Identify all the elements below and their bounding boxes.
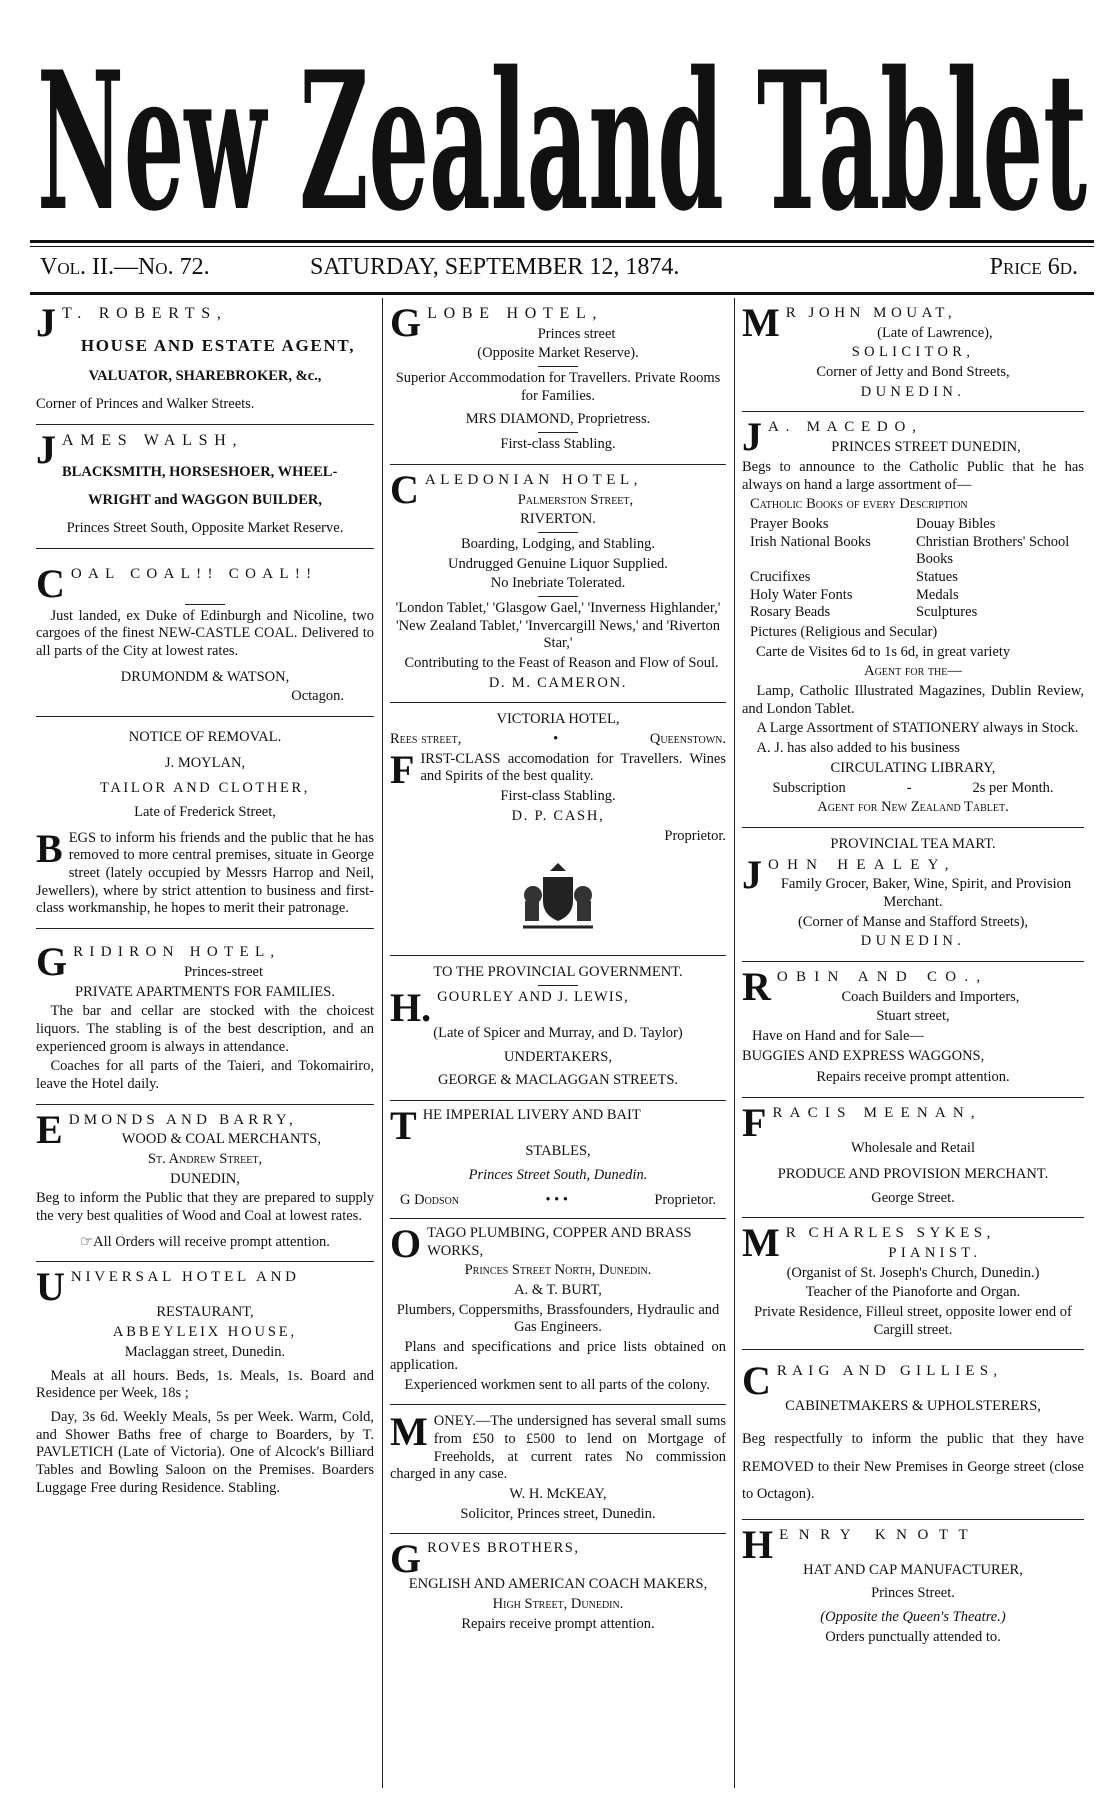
ad-body: Coaches for all parts of the Taieri, and Tokomairiro, leave the Hotel daily. [36,1058,374,1092]
ad-title: A. MACEDO, [768,419,923,436]
ad-line: Pictures (Religious and Secular) [750,624,938,640]
ad-imperial [390,1101,726,1219]
ad-title: OAL COAL!! COAL!! [70,565,318,582]
ad-roberts [36,298,374,425]
ad-line: RIVERTON. [520,511,596,528]
ad-mouat [742,298,1084,412]
list-item: Irish National Books [750,533,871,550]
ad-line: Carte de Visites 6d to 1s 6d, in great variety [756,643,1011,660]
ad-body: Begs to announce to the Catholic Public that he has always on hand a large assortment of— [742,458,1084,493]
drop-cap: G [390,1536,422,1582]
ad-title: DMONDS AND BARRY, [68,1111,297,1128]
ad-meenan [742,1098,1084,1218]
ad-title: AMES WALSH, [62,431,244,449]
ad-body: The bar and cellar are stocked with the choicest liquors. The stabling is of the best description, and an experienced groom is always in attendance. [36,1003,374,1055]
drop-cap: R [742,964,771,1009]
ad-knott [742,1520,1084,1657]
ad-separator: • [553,731,559,748]
ad-title: ENRY KNOTT [779,1526,979,1543]
ad-line: VALUATOR, SHAREBROKER, &c., [88,368,322,385]
ad-line: BLACKSMITH, HORSESHOER, WHEEL- [62,464,338,481]
ad-title: R CHARLES SYKES, [785,1225,995,1242]
list-item: Christian Brothers' School Books [916,533,1070,568]
ad-line: WOOD & COAL MERCHANTS, [121,1131,321,1148]
ad-line: Agent for New Zealand Tablet. [817,799,1009,816]
ad-line: RESTAURANT, [156,1304,254,1321]
ad-title: RIDIRON HOTEL, [73,944,281,961]
ad-head: PROVINCIAL TEA MART. [830,835,996,852]
ad-line: STABLES, [525,1142,591,1159]
coat-of-arms-icon [513,855,603,935]
ad-title: LOBE HOTEL, [427,305,604,322]
ad-sykes [742,1218,1084,1350]
ad-title: ROVES BROTHERS, [427,1540,580,1557]
drop-cap: C [742,1358,771,1404]
ad-body: Private Residence, Filleul street, opposite lower end of Cargill street. [754,1303,1072,1338]
ad-line: A. & T. BURT, [514,1282,602,1299]
ad-victoria [390,703,726,956]
ad-line: Family Grocer, Baker, Wine, Spirit, and Provision Merchant. [780,876,1072,910]
ad-line: GEORGE & MACLAGGAN STREETS. [437,1072,679,1089]
ad-body: Plans and specifications and price lists obtained on application. [390,1339,726,1373]
ad-coal [36,549,374,717]
volume-number: Vol. II.—No. 72. [40,254,210,280]
ad-line: ENGLISH AND AMERICAN COACH MAKERS, [408,1576,708,1593]
ad-line: Repairs receive prompt attention. [461,1615,655,1632]
ad-line: Octagon. [291,688,344,705]
ad-line: Princes Street North, Dunedin. [464,1262,652,1279]
ad-line: MRS DIAMOND, Proprietress. [465,411,651,428]
ad-macedo [742,412,1084,827]
ad-body: ONEY.—The undersigned has several small sums from £50 to £500 to lend on Mortgage of Freeholds, at current rates No commission charged in any case. [390,1413,726,1483]
ad-body: Experienced workmen sent to all parts of the colony. [404,1376,710,1393]
ad-line: Palmerston Street, [517,491,634,508]
ad-body: Beg respectfully to inform the public that they have REMOVED to their New Premises in George street (close to Octagon). [742,1431,1084,1503]
ad-line: Stuart street, [876,1008,950,1025]
ad-separator: - [906,779,912,796]
masthead-logo [30,30,1094,240]
ad-line: (Organist of St. Joseph's Church, Dunedin.) [786,1264,1040,1281]
ad-gridiron [36,929,374,1105]
drop-cap: H [742,1521,774,1567]
drop-cap: J [36,426,56,472]
masthead-title: New Zealand Tablet [37,30,1087,240]
ad-line: Late of Frederick Street, [134,804,276,821]
drop-cap: G [390,300,422,345]
drop-cap: B [36,825,63,871]
list-item: Prayer Books [750,515,829,532]
ad-line: Orders punctually attended to. [825,1628,1001,1645]
ad-line: George Street. [871,1189,955,1206]
ad-line: BUGGIES AND EXPRESS WAGGONS, [742,1047,985,1064]
ad-money [390,1405,726,1534]
list-item: Holy Water Fonts [750,586,853,603]
drop-cap: F [390,746,415,792]
ad-line: PIANIST. [888,1244,982,1261]
ad-body: Contributing to the Feast of Reason and Flow of Soul. [404,655,719,671]
ad-signature: D. P. CASH, [511,807,605,824]
ad-body: Day, 3s 6d. Weekly Meals, 5s per Week. Warm, Cold, and Shower Baths free of charge to Boarders, by T. PAVLETICH (Late of Victoria). One of Alcock's Billiard Tables and Bowling Saloon on the Premises. Boarders Luggage Free during Residence. Stabling. [36,1408,374,1496]
ad-caledonian [390,465,726,704]
ad-line: Princes Street. [871,1585,955,1602]
catalog-list [742,516,1084,622]
issue-price: Price 6d. [989,254,1078,280]
ad-robin [742,962,1084,1098]
ad-line: Princes street [537,325,616,342]
ad-line: Princes Street South, Opposite Market Reserve. [66,519,344,536]
column-1 [36,298,374,1788]
ad-line: DUNEDIN. [860,383,966,400]
dateline [40,250,1084,286]
ad-line: PRINCES STREET DUNEDIN, [831,439,1021,456]
list-item: Medals [916,586,959,603]
column-divider [734,298,735,1788]
ad-line: Solicitor, Princes street, Dunedin. [460,1505,656,1522]
drop-cap: C [36,560,65,606]
ad-separator: • • • [545,1192,568,1209]
ad-signature: DRUMONDM & WATSON, [120,668,290,685]
ad-body: Meals at all hours. Beds, 1s. Meals, 1s. Board and Residence per Week, 18s ; [36,1367,374,1402]
ad-body: EGS to inform his friends and the public that he has removed to more central premises, situate in George street (lately occupied by Messrs Harrop and Neil, Jewellers), where by strict attention to business and first-class workmanship, he hopes to merit their patronage. [36,829,374,917]
ad-line: Proprietor. [664,827,726,844]
ad-line: High Street, Dunedin. [492,1596,624,1612]
ad-line: St. Andrew Street, [147,1151,263,1168]
ad-title: VICTORIA HOTEL, [496,711,620,728]
ad-body: IRST-CLASS accomodation for Travellers. Wines and Spirits of the best quality. [420,750,726,785]
drop-cap: J [742,851,762,897]
ad-line: No Inebriate Tolerated. [490,575,626,592]
ad-line: Teacher of the Pianoforte and Organ. [805,1284,1021,1301]
ad-line: PRIVATE APARTMENTS FOR FAMILIES. [75,983,335,1000]
ad-line: Have on Hand and for Sale— [752,1028,924,1045]
ad-line: Queenstown. [649,731,726,748]
ad-title: NIVERSAL HOTEL AND [70,1269,300,1286]
list-item: Rosary Beads [750,604,831,621]
column-3 [742,298,1084,1788]
ad-body: Just landed, ex Duke of Edinburgh and Nicoline, two cargoes of the finest NEW-CASTLE COAL. Delivered to all parts of the City at lowest rates. [36,607,374,659]
ad-line: Boarding, Lodging, and Stabling. [460,535,656,552]
ad-gourley [390,956,726,1101]
drop-cap: T [390,1102,417,1148]
ad-line: A. J. has also added to his business [756,740,960,757]
ad-head: NOTICE OF REMOVAL. [128,728,282,745]
ad-line: Rees street, [390,731,462,748]
ad-line: Subscription [772,779,846,796]
list-item: Sculptures [916,604,978,621]
ad-line: Corner of Princes and Walker Streets. [36,396,255,413]
masthead-rule-thin [30,246,1094,247]
ad-line: 2s per Month. [972,779,1054,796]
ad-line: Proprietor. [654,1192,716,1209]
dateline-rule [30,292,1094,295]
drop-cap: J [742,414,762,460]
ad-title: R JOHN MOUAT, [785,305,957,321]
ad-body: A Large Assortment of STATIONERY always in Stock. [756,720,1079,737]
ad-groves [390,1534,726,1643]
ad-title: RACIS MEENAN, [772,1105,982,1122]
ad-line: HOUSE AND ESTATE AGENT, [80,335,356,355]
ad-line: (Opposite the Queen's Theatre.) [820,1609,1006,1626]
drop-cap: O [390,1221,422,1266]
ad-title: GOURLEY AND J. LEWIS, [437,988,629,1005]
list-item: Statues [916,568,958,585]
ad-line: (Late of Spicer and Murray, and D. Taylor) [433,1024,683,1041]
ad-line: Princes-street [184,963,264,980]
drop-cap: G [36,939,68,985]
ad-craig [742,1350,1084,1519]
ad-line: Repairs receive prompt attention. [816,1069,1010,1086]
ad-line: Agent for the— [864,663,962,680]
ad-moylan [36,717,374,929]
ad-title: J. MOYLAN, [164,754,246,771]
drop-cap: M [390,1409,428,1455]
drop-cap: E [36,1106,63,1152]
ad-line: WRIGHT and WAGGON BUILDER, [88,492,322,509]
ad-body: Lamp, Catholic Illustrated Magazines, Dublin Review, and London Tablet. [742,683,1084,717]
ad-globe [390,298,726,465]
ad-line: ABBEYLEIX HOUSE, [112,1324,298,1341]
ad-body: Beg to inform the Public that they are prepared to supply the very best qualities of Wood and Coal at lowest rates. [36,1190,374,1225]
drop-cap: H. [390,984,432,1030]
ad-otago [390,1219,726,1405]
ad-signature: D. M. CAMERON. [488,674,628,691]
ad-line: HAT AND CAP MANUFACTURER, [803,1561,1023,1578]
ad-line: Corner of Jetty and Bond Streets, [816,364,1010,381]
ad-line: CABINETMAKERS & UPHOLSTERERS, [785,1398,1041,1415]
drop-cap: C [390,466,419,512]
ad-title: TAGO PLUMBING, COPPER AND BRASS WORKS, [427,1225,692,1259]
ad-line: First-class Stabling. [500,436,616,453]
ad-signature: W. H. McKEAY, [509,1485,607,1502]
ad-line: Maclaggan street, Dunedin. [124,1343,286,1360]
ad-line: Undrugged Genuine Liquor Supplied. [448,555,668,572]
drop-cap: F [742,1100,767,1146]
ad-title: RAIG AND GILLIES, [776,1363,1003,1380]
masthead-rule [30,240,1094,243]
ad-line: Plumbers, Coppersmiths, Brassfounders, Hydraulic and Gas Engineers. [396,1301,720,1336]
ad-body: 'London Tablet,' 'Glasgow Gael,' 'Inverness Highlander,' 'New Zealand Tablet,' 'Invercargill News,' and 'Riverton Star,' [395,599,721,652]
ad-head: TO THE PROVINCIAL GOVERNMENT. [433,964,683,981]
ad-line: (Opposite Market Reserve). [477,345,639,362]
masthead [30,30,1094,240]
ad-line: CIRCULATING LIBRARY, [830,759,996,776]
drop-cap: M [742,300,780,345]
ad-title: OBIN AND CO., [776,969,989,985]
ad-line: First-class Stabling. [500,788,616,805]
ad-line: DUNEDIN, [170,1170,240,1187]
drop-cap: J [36,300,56,345]
column-divider [382,298,383,1788]
ad-line: UNDERTAKERS, [504,1048,612,1065]
ad-line: Coach Builders and Importers, [841,988,1020,1005]
drop-cap: U [36,1264,65,1310]
issue-date: SATURDAY, SEPTEMBER 12, 1874. [310,254,680,280]
ad-healey [742,828,1084,962]
ad-line: (Late of Lawrence), [877,324,993,341]
ad-line: PRODUCE AND PROVISION MERCHANT. [777,1165,1049,1182]
ad-universal [36,1262,374,1507]
ad-edmonds [36,1105,374,1263]
ad-body: Superior Accommodation for Travellers. Private Rooms for Families. [395,370,721,404]
ad-title: T. ROBERTS, [62,305,228,322]
list-item: Douay Bibles [916,515,996,532]
ad-title: OHN HEALEY, [768,856,957,873]
ad-signature: G Dodson [400,1192,460,1209]
ad-line: Wholesale and Retail [850,1140,975,1157]
ad-line: Princes Street South, Dunedin. [468,1166,648,1183]
ad-line: Catholic Books of every Description [750,496,968,513]
ad-title: ALEDONIAN HOTEL, [424,471,642,488]
ad-line: (Corner of Manse and Stafford Streets), [797,913,1029,930]
list-item: Crucifixes [750,568,811,585]
ad-line: TAILOR AND CLOTHER, [100,780,310,797]
drop-cap: M [742,1220,780,1266]
ad-line: SOLICITOR, [851,344,975,361]
column-2 [390,298,726,1788]
ad-line: ☞All Orders will receive prompt attention. [80,1233,330,1250]
ad-title: HE IMPERIAL LIVERY AND BAIT [422,1106,641,1123]
ad-walsh [36,425,374,549]
ad-line: DUNEDIN. [860,933,966,950]
